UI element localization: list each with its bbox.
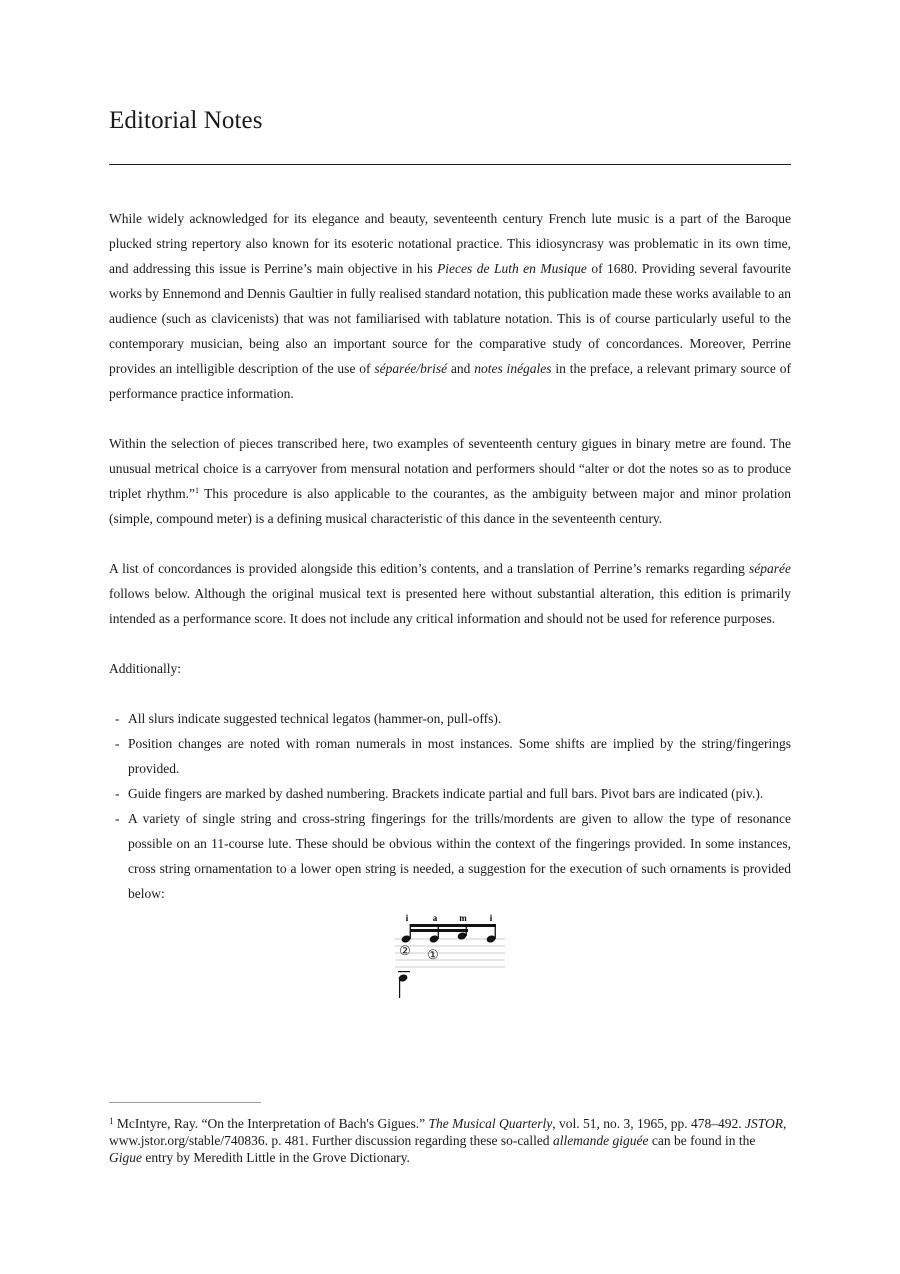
term-notes-inegales: notes inégales xyxy=(474,361,552,376)
string-number: ② xyxy=(399,943,411,958)
note-stem xyxy=(438,924,439,939)
footnote-reference[interactable]: 1 xyxy=(195,486,200,495)
list-item: - All slurs indicate suggested technical legatos (hammer-on, pull-offs). xyxy=(115,711,502,726)
paragraph-gigues: Within the selection of pieces transcribed here, two examples of seventeenth century gigues in binary metre are found. The unusual metrical choice is a carryover from mensural notation and performers should “alter or dot the notes so as to produce triplet rhythm.”$^1$ This procedure is also applicable to the courantes, as the ambiguity between major and minor prolation (simple, compound meter) is a defining musical characteristic of this dance in the seventeenth century. xyxy=(109,436,791,526)
fingering-label: a xyxy=(432,913,438,923)
additionally-label: Additionally: xyxy=(109,661,181,676)
beams xyxy=(410,924,496,932)
bass-note xyxy=(398,971,410,998)
list-item: - A variety of single string and cross-string fingerings for the trills/mordents are given to allow the type of resonance possible on an 11-course lute. These should be obvious within the context of the fingerings provided. In some instances, cross string ornamentation to a lower open string is needed, a suggestion for the execution of such ornaments is provided below: xyxy=(115,811,791,901)
list-item: - Guide fingers are marked by dashed numbering. Brackets indicate partial and full bars. Pivot bars are indicated (piv.). xyxy=(115,786,764,801)
fingering-label: i xyxy=(405,913,409,923)
footnote-rule xyxy=(109,1102,261,1103)
ledger-line xyxy=(398,971,410,972)
footnote: $^1$ McIntyre, Ray. “On the Interpretation of Bach's Gigues.” The Musical Quarterly, vol. 51, no. 3, 1965, pp. 478–492. JSTOR, www.jstor.org/stable/740836. p. 481. Further discussion regarding these so-called allemande giguée can be found in the Gigue entry by Meredith Little in the Grove Dictionary. xyxy=(109,1116,787,1165)
list-item: - Position changes are noted with roman numerals in most instances. Some shifts are implied by the string/fingerings provided. xyxy=(115,736,791,776)
footnote-number: 1 xyxy=(109,1116,114,1126)
fingering-label: i xyxy=(489,913,493,923)
note-stem xyxy=(410,924,411,939)
journal-title: The Musical Quarterly xyxy=(428,1116,553,1131)
term-separee-brise: séparée/brisé xyxy=(374,361,448,376)
paragraph-intro: While widely acknowledged for its elegance and beauty, seventeenth century French lute music is a part of the Baroque plucked string repertory also known for its esoteric notational practice. This idiosyncrasy was problematic in its own time, and addressing this issue is Perrine’s main objective in his Pieces de Luth en Musique of 1680. Providing several favourite works by Ennemond and Dennis Gaultier in fully realised standard notation, this publication made these works available to an audience (such as clavicenists) that was not familiarised with tablature notation. This is of course particularly useful to the contemporary musician, being also an important source for the comparative study of concordances. Moreover, Perrine provides an intelligible description of the use of séparée/brisé and notes inégales in the preface, a relevant primary source of performance practice information. xyxy=(109,211,792,401)
page-title: Editorial Notes xyxy=(109,107,263,134)
staff-lines xyxy=(395,939,505,967)
fingering-label: m xyxy=(459,913,467,923)
grove-entry: Gigue xyxy=(109,1150,142,1165)
fingering-labels xyxy=(406,913,493,923)
database-name: JSTOR xyxy=(744,1116,783,1131)
note-stem xyxy=(466,924,467,936)
term-allemande-giguee: allemande giguée xyxy=(552,1133,649,1148)
music-example xyxy=(385,912,515,1004)
notes-list xyxy=(109,706,791,906)
note-stem xyxy=(399,978,400,998)
body-text xyxy=(109,206,791,1004)
title-rule xyxy=(109,164,791,165)
paragraph-concordances: A list of concordances is provided alongside this edition’s contents, and a translation of Perrine’s remarks regarding séparée follows below. Although the original musical text is presented here without substantial alteration, this edition is primarily intended as a performance score. It does not include any critical information and should not be used for reference purposes. xyxy=(109,561,791,626)
work-title: Pieces de Luth en Musique xyxy=(437,261,587,276)
string-number: ① xyxy=(427,947,439,962)
term-separee: séparée xyxy=(749,561,791,576)
note-stem xyxy=(495,924,496,939)
